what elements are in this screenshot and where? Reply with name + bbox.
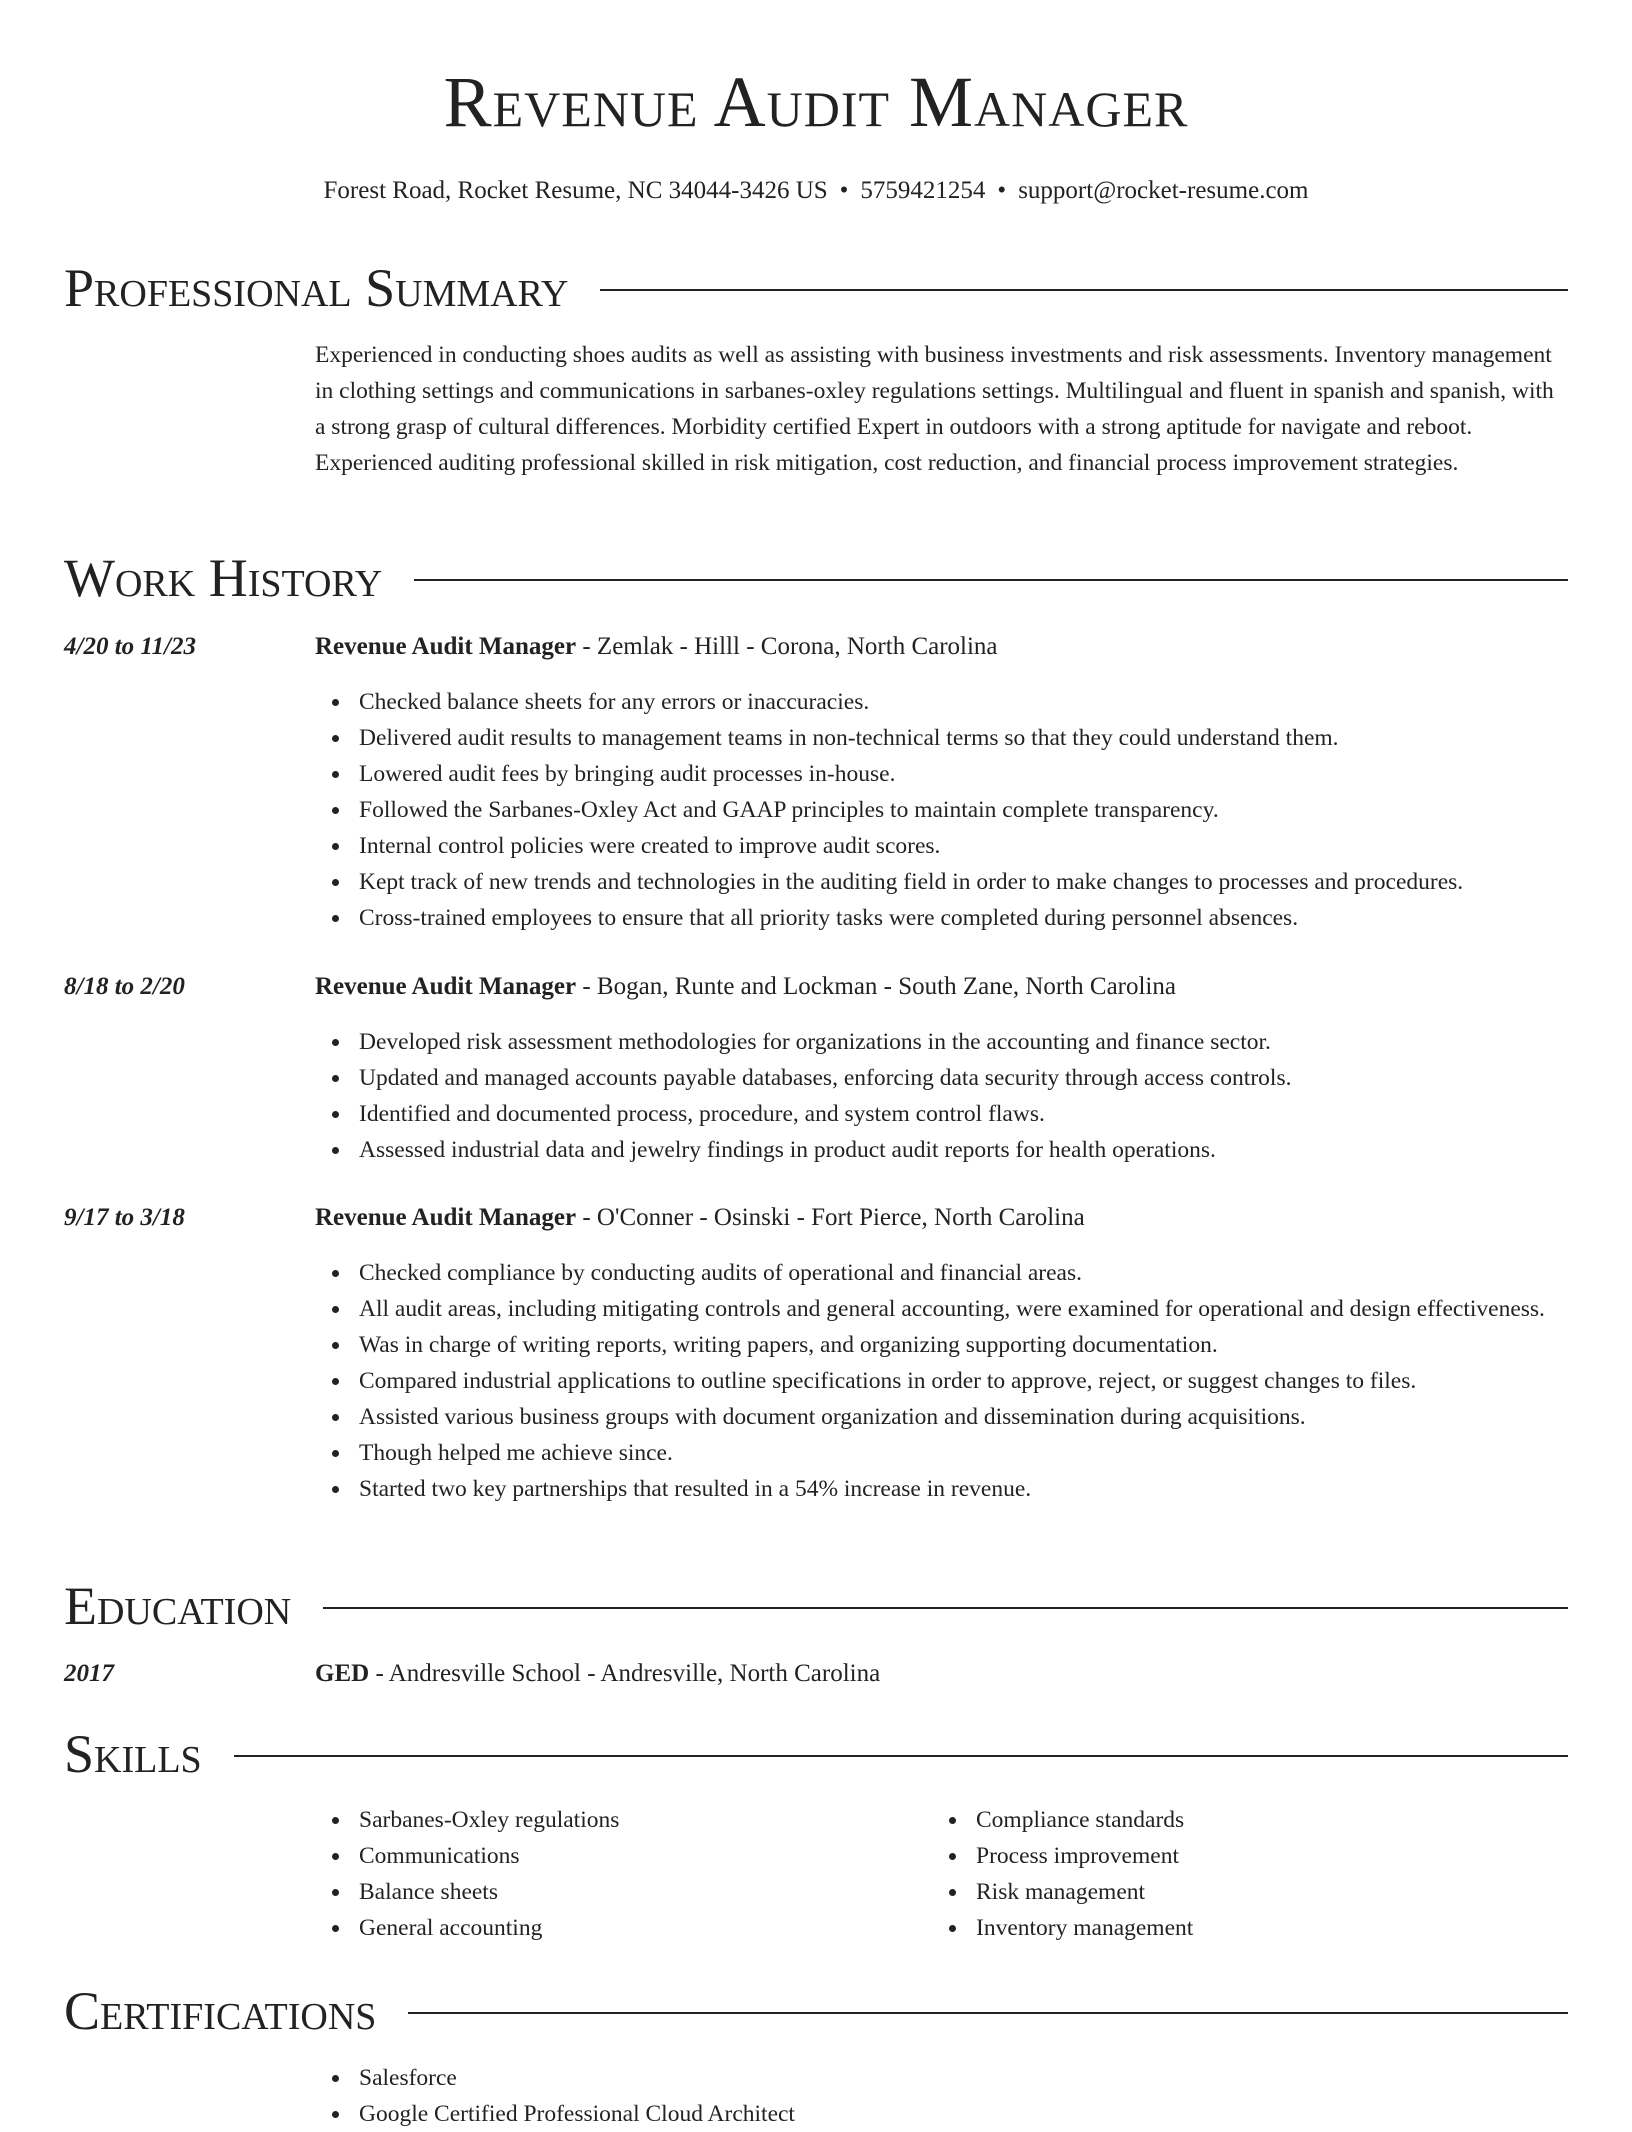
contact-separator: • <box>839 177 849 204</box>
skill-item: Risk management <box>976 1874 1556 1910</box>
section-divider <box>408 2012 1568 2014</box>
job-dates: 9/17 to 3/18 <box>64 1204 185 1231</box>
list-item: Updated and managed accounts payable databases, enforcing data security through access controls. <box>359 1060 1609 1096</box>
job-dates: 4/20 to 11/23 <box>64 633 196 660</box>
job-bullet-list <box>315 1024 1609 1168</box>
resume-name-heading: Revenue Audit Manager <box>443 62 1189 142</box>
list-item: Assessed industrial data and jewelry findings in product audit reports for health operations. <box>359 1132 1609 1168</box>
skill-item: Balance sheets <box>359 1874 939 1910</box>
list-item: Was in charge of writing reports, writing papers, and organizing supporting documentation. <box>359 1327 1609 1363</box>
job-heading <box>315 1201 1085 1235</box>
job-bullet-list <box>315 684 1609 936</box>
education-year: 2017 <box>64 1660 114 1687</box>
skill-item: Sarbanes-Oxley regulations <box>359 1802 939 1838</box>
list-item: Cross-trained employees to ensure that all priority tasks were completed during personnel absences. <box>359 900 1609 936</box>
list-item: Checked balance sheets for any errors or inaccuracies. <box>359 684 1609 720</box>
certifications-section-header <box>64 1981 1568 2041</box>
skill-item: Communications <box>359 1838 939 1874</box>
skill-item: General accounting <box>359 1910 939 1946</box>
list-item: Developed risk assessment methodologies for organizations in the accounting and finance sector. <box>359 1024 1609 1060</box>
summary-section-title: Professional Summary <box>64 258 569 318</box>
certifications-section-title: Certifications <box>64 1981 377 2041</box>
education-degree: GED <box>315 1660 370 1687</box>
certification-item: Google Certified Professional Cloud Architect <box>359 2096 1609 2132</box>
skills-list-right <box>932 1802 1556 1946</box>
list-item: Though helped me achieve since. <box>359 1435 1609 1471</box>
list-item: Identified and documented process, procedure, and system control flaws. <box>359 1096 1609 1132</box>
contact-address: Forest Road, Rocket Resume, NC 34044-3426 US <box>323 177 828 204</box>
list-item: Checked compliance by conducting audits of operational and financial areas. <box>359 1255 1609 1291</box>
job-heading <box>315 630 998 664</box>
job-details: - Zemlak - Hilll - Corona, North Carolina <box>576 633 998 660</box>
contact-phone: 5759421254 <box>860 177 986 204</box>
list-item: All audit areas, including mitigating controls and general accounting, were examined for operational and design effectiveness. <box>359 1291 1609 1327</box>
contact-email: support@rocket-resume.com <box>1018 177 1309 204</box>
summary-section-header <box>64 258 1568 318</box>
job-details: - O'Conner - Osinski - Fort Pierce, North Carolina <box>576 1204 1085 1231</box>
skills-section-title: Skills <box>64 1724 202 1784</box>
certifications-list <box>315 2060 1609 2132</box>
job-heading <box>315 970 1176 1004</box>
section-divider <box>414 579 1568 581</box>
skill-item: Inventory management <box>976 1910 1556 1946</box>
contact-line <box>0 174 1632 208</box>
list-item: Internal control policies were created to improve audit scores. <box>359 828 1609 864</box>
job-title: Revenue Audit Manager <box>315 973 577 1000</box>
list-item: Compared industrial applications to outline specifications in order to approve, reject, or suggest changes to files. <box>359 1363 1609 1399</box>
education-details: - Andresville School - Andresville, North Carolina <box>369 1660 881 1687</box>
work-section-title: Work History <box>64 548 383 608</box>
skill-item: Compliance standards <box>976 1802 1556 1838</box>
list-item: Lowered audit fees by bringing audit processes in-house. <box>359 756 1609 792</box>
job-dates: 8/18 to 2/20 <box>64 973 185 1000</box>
skill-item: Process improvement <box>976 1838 1556 1874</box>
summary-text: Experienced in conducting shoes audits as well as assisting with business investments and risk assessments. Inventory management in clothing settings and communications in sarbanes-oxley regulations settings. Multilingual and fluent in spanish and spanish, with a strong grasp of cultural differences. Morbidity certified Expert in outdoors with a strong aptitude for navigate and reboot. Experienced auditing professional skilled in risk mitigation, cost reduction, and financial process improvement strategies. <box>315 342 1554 476</box>
certification-item: Salesforce <box>359 2060 1609 2096</box>
contact-separator: • <box>997 177 1007 204</box>
list-item: Assisted various business groups with document organization and dissemination during acquisitions. <box>359 1399 1609 1435</box>
skills-list-left <box>315 1802 939 1946</box>
education-section-title: Education <box>64 1576 292 1636</box>
list-item: Delivered audit results to management teams in non-technical terms so that they could understand them. <box>359 720 1609 756</box>
job-title: Revenue Audit Manager <box>315 1204 577 1231</box>
list-item: Kept track of new trends and technologies in the auditing field in order to make changes to processes and procedures. <box>359 864 1609 900</box>
job-details: - Bogan, Runte and Lockman - South Zane, North Carolina <box>576 973 1176 1000</box>
job-title: Revenue Audit Manager <box>315 633 577 660</box>
education-section-header <box>64 1576 1568 1636</box>
section-divider <box>323 1607 1568 1609</box>
section-divider <box>600 289 1568 291</box>
work-section-header <box>64 548 1568 608</box>
job-bullet-list <box>315 1255 1609 1507</box>
skills-section-header <box>64 1724 1568 1784</box>
section-divider <box>234 1755 1568 1757</box>
list-item: Started two key partnerships that resulted in a 54% increase in revenue. <box>359 1471 1609 1507</box>
list-item: Followed the Sarbanes-Oxley Act and GAAP principles to maintain complete transparency. <box>359 792 1609 828</box>
education-entry <box>315 1657 880 1691</box>
